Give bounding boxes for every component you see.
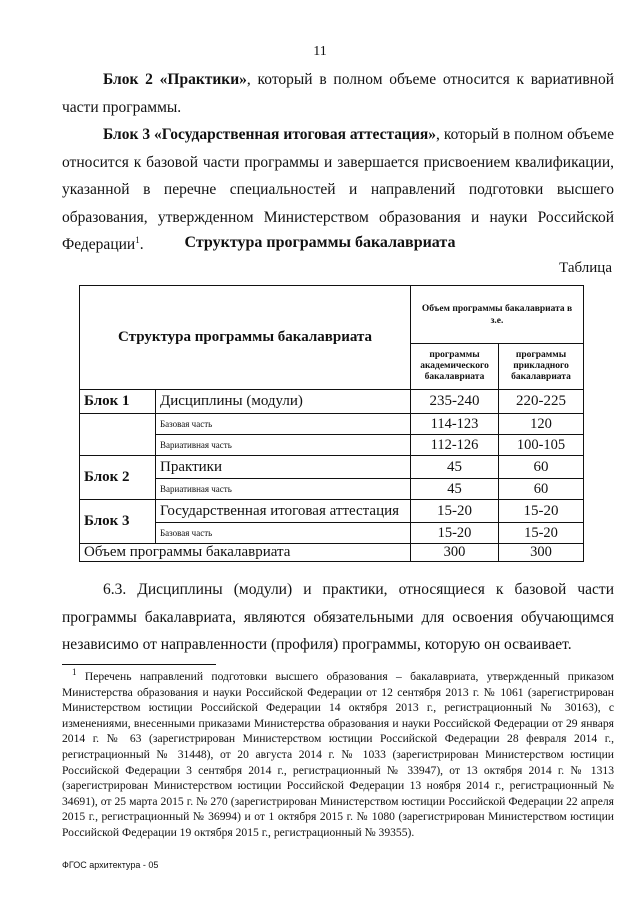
- section-6-3-paragraph: 6.3. Дисциплины (модули) и практики, относящиеся к базовой части программы бакалавриата, являются обязательными для освоения обучающимся независимо от направленности (профиля) программы, которую он осваивает.: [62, 581, 614, 653]
- table-row: [80, 500, 584, 523]
- row-academic: 114-123: [411, 414, 499, 435]
- page-number: 11: [313, 44, 327, 59]
- block2-title: Блок 2 «Практики»: [103, 71, 247, 88]
- total-academic: 300: [411, 544, 499, 562]
- table-row: [80, 435, 584, 456]
- row-block: Блок 2: [80, 456, 156, 500]
- row-applied: 15-20: [499, 500, 584, 523]
- row-name: Государственная итоговая аттестация: [156, 500, 411, 523]
- block3-text: , который в полном объеме относится к базовой части программы и завершается присвоением квалификации, указанной в перечне специальностей и направлений подготовки высшего образования, утвержденном Министерством образования и науки Российской Федерации: [62, 126, 614, 253]
- footnote: [62, 669, 614, 841]
- row-academic: 45: [411, 456, 499, 479]
- row-academic: 235-240: [411, 390, 499, 414]
- table-label: Таблица: [559, 260, 612, 276]
- row-applied: 220-225: [499, 390, 584, 414]
- footnote-text: Перечень направлений подготовки высшего образования – бакалавриата, утвержденный приказом Министерства образования и науки Российской Федерации от 12 сентября 2013 г. № 1061 (зарегистрирован Министерством юстиции Российской Федерации 14 октября 2013 г., регистрационный № 30163), с изменениями, внесенными приказами Министерства образования и науки Российской Федерации от 29 января 2014 г. № 63 (зарегистрирован Министерством юстиции Российской Федерации 28 февраля 2014 г., регистрационный № 31448), от 20 августа 2014 г. № 1033 (зарегистрирован Министерством юстиции Российской Федерации 3 сентября 2014 г., регистрационный № 33947), от 13 октября 2014 г. № 1313 (зарегистрирован Министерством юстиции Российской Федерации 13 ноября 2014 г., регистрационный № 34691), от 25 марта 2015 г. № 270 (зарегистрирован Министерством юстиции Российской Федерации 22 апреля 2015 г., регистрационный № 36994) и от 1 октября 2015 г. № 1080 (зарегистрирован Министерством юстиции Российской Федерации 19 октября 2015 г., регистрационный № 39355).: [62, 670, 614, 839]
- table-header-academic: программы академического бакалавриата: [411, 344, 499, 390]
- footnote-marker: 1: [72, 667, 77, 678]
- table-total-row: [80, 544, 584, 562]
- footnote-divider: [62, 664, 216, 665]
- table-title: Структура программы бакалавриата: [184, 234, 456, 251]
- row-block-empty: [80, 414, 156, 456]
- row-applied: 100-105: [499, 435, 584, 456]
- total-name: Объем программы бакалавриата: [80, 544, 411, 562]
- row-academic: 15-20: [411, 500, 499, 523]
- row-academic: 112-126: [411, 435, 499, 456]
- block2-paragraph: [62, 66, 614, 121]
- row-applied: 15-20: [499, 523, 584, 544]
- row-name: Практики: [156, 456, 411, 479]
- row-applied: 60: [499, 456, 584, 479]
- row-block: Блок 1: [80, 390, 156, 414]
- structure-table: [79, 285, 584, 562]
- row-applied: 120: [499, 414, 584, 435]
- row-name: Вариативная часть: [156, 479, 411, 500]
- block3-end: .: [139, 236, 144, 253]
- table-row: [80, 456, 584, 479]
- total-applied: 300: [499, 544, 584, 562]
- table-row: [80, 479, 584, 500]
- row-name: Базовая часть: [156, 523, 411, 544]
- row-block: Блок 3: [80, 500, 156, 544]
- table-row: [80, 414, 584, 435]
- table-header-structure: Структура программы бакалавриата: [80, 286, 411, 390]
- page-footer: ФГОС архитектура - 05: [62, 860, 159, 870]
- row-name: Базовая часть: [156, 414, 411, 435]
- row-name: Вариативная часть: [156, 435, 411, 456]
- block3-title: Блок 3 «Государственная итоговая аттестация»: [103, 126, 437, 143]
- row-academic: 45: [411, 479, 499, 500]
- row-name: Дисциплины (модули): [156, 390, 411, 414]
- table-row: [80, 390, 584, 414]
- table-header-applied: программы прикладного бакалавриата: [499, 344, 584, 390]
- block2-text: , который в полном объеме относится к вариативной части программы.: [62, 71, 614, 116]
- table-header-volume: Объем программы бакалавриата в з.е.: [411, 286, 584, 344]
- table-row: [80, 523, 584, 544]
- footnote-reference: 1: [135, 234, 140, 245]
- row-academic: 15-20: [411, 523, 499, 544]
- row-applied: 60: [499, 479, 584, 500]
